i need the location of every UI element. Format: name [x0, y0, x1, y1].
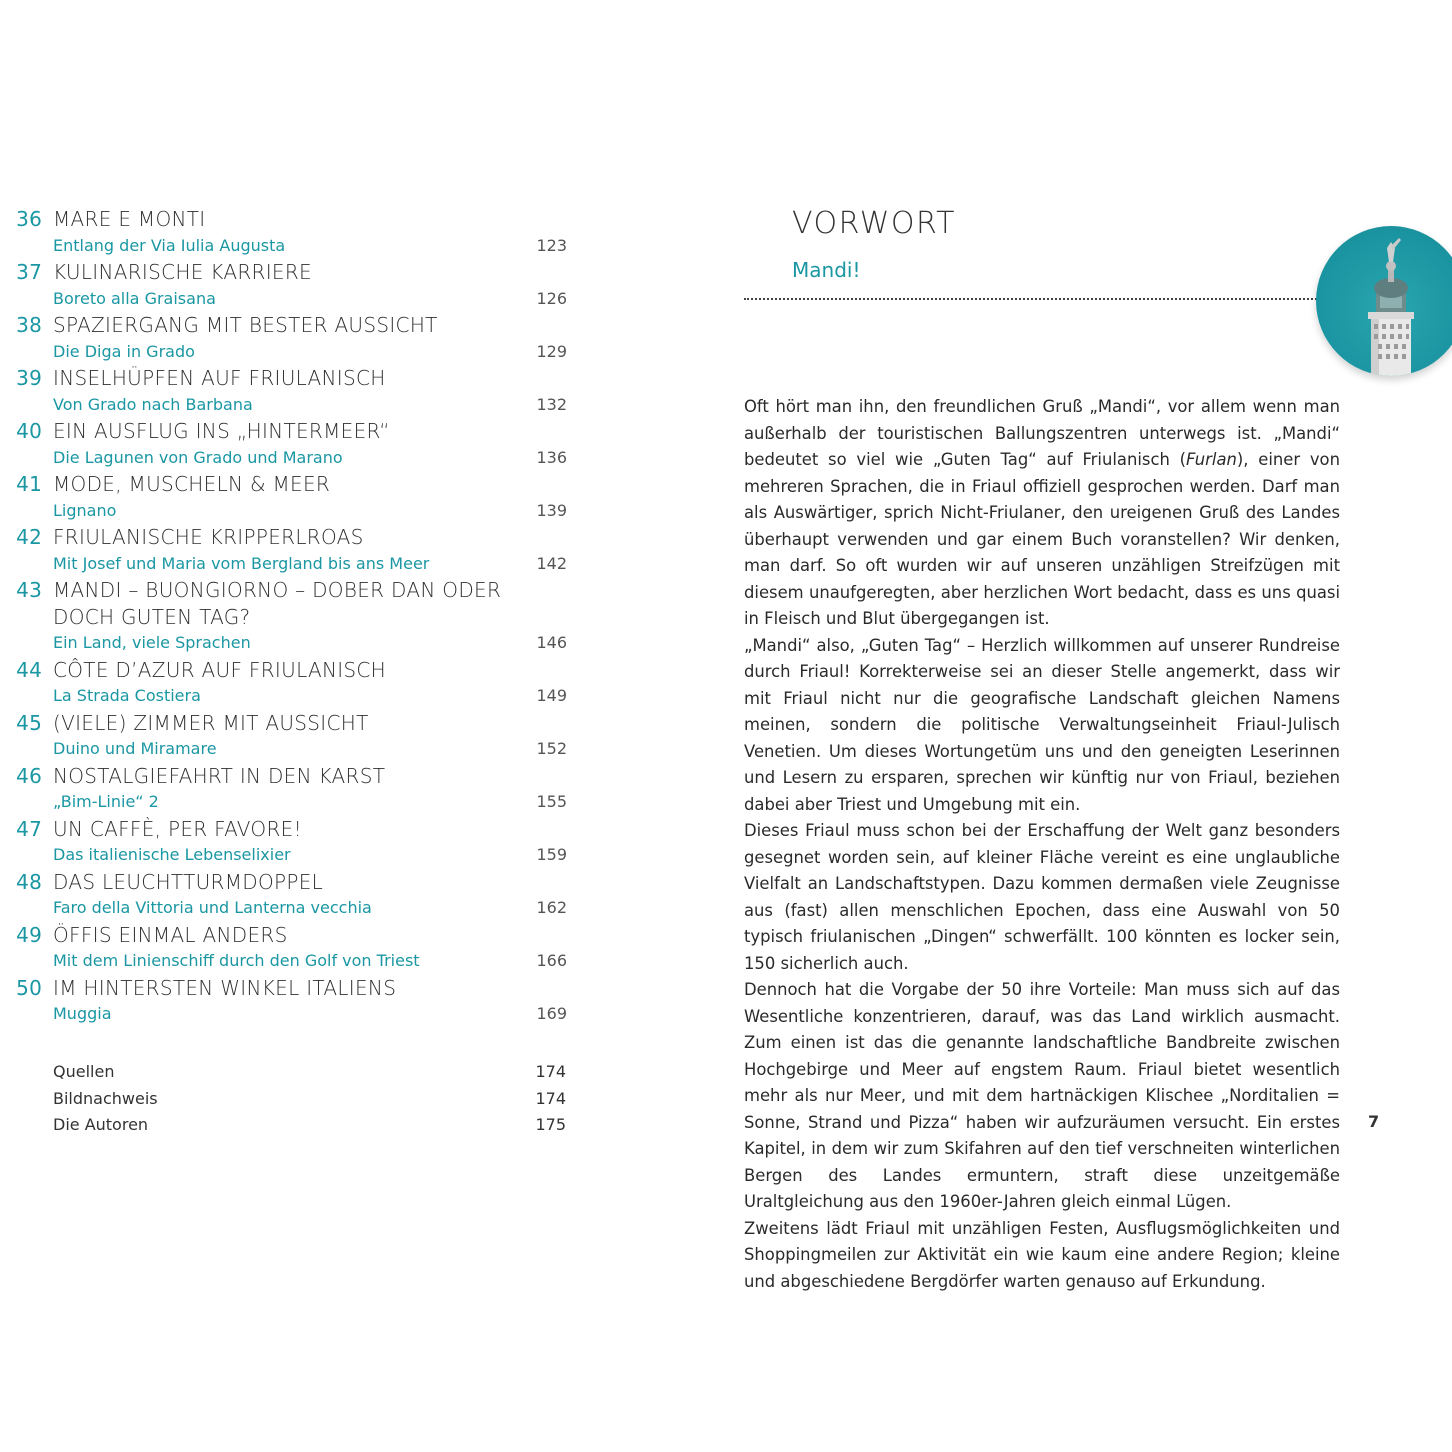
- chapter-heading: [0, 524, 580, 551]
- paragraph-text-cont: ), einer von mehreren Sprachen, die in Friaul offiziell gesprochen werden. Darf man als Auswärtiger, sprich Nicht-Friulaner, den ureigenen Gruß des Landes überhaupt verwenden und gar einem Buch voranstellen? Wir denken, man darf. So oft wurden wir auf unseren unzähligen Streifzügen mit diesem unaufgeregten, aber herzlichen Wort bedacht, dass es uns quasi in Fleisch und Blut übergegangen ist.: [744, 450, 1340, 628]
- chapter-number: 42: [16, 525, 42, 549]
- chapter-subtitle: Die Lagunen von Grado und Marano: [53, 447, 343, 467]
- chapter-title: INSELHÜPFEN AUF FRIULANISCH: [53, 366, 386, 390]
- appendix-item: [53, 1086, 566, 1113]
- toc-entry: [0, 365, 580, 418]
- dotted-divider: [744, 298, 1344, 300]
- chapter-page: 126: [536, 288, 567, 308]
- chapter-heading: [0, 657, 580, 684]
- chapter-page: 152: [536, 739, 567, 758]
- chapter-title: CÔTE D’AZUR AUF FRIULANISCH: [53, 657, 387, 682]
- chapter-heading: [0, 471, 580, 498]
- appendix-label: Quellen: [53, 1062, 115, 1081]
- chapter-subheading: [0, 789, 580, 816]
- chapter-title: IM HINTERSTEN WINKEL ITALIENS: [53, 975, 397, 1000]
- chapter-subheading: [0, 392, 580, 419]
- chapter-page: 155: [536, 792, 567, 811]
- chapter-heading: [0, 312, 580, 339]
- chapter-title: MANDI – BUONGIORNO – DOBER DAN ODER DOCH GUTEN TAG?: [53, 578, 502, 629]
- chapter-number: 36: [16, 207, 42, 231]
- foreword-paragraph: [744, 818, 1340, 977]
- appendix-item: [53, 1059, 566, 1086]
- chapter-subheading: [0, 233, 580, 260]
- chapter-title: KULINARISCHE KARRIERE: [53, 260, 312, 284]
- foreword-paragraph: [744, 394, 1340, 633]
- chapter-title: ÖFFIS EINMAL ANDERS: [53, 922, 288, 947]
- chapter-number: 39: [16, 366, 42, 390]
- toc-entry: [0, 763, 580, 816]
- chapter-number: 40: [16, 419, 42, 443]
- chapter-heading: [0, 869, 580, 896]
- chapter-heading: [0, 975, 580, 1002]
- toc-entry: [0, 577, 580, 657]
- chapter-subtitle: „Bim-Linie“ 2: [53, 792, 159, 811]
- chapter-subheading: [0, 339, 580, 366]
- chapter-title: (VIELE) ZIMMER MIT AUSSICHT: [53, 710, 369, 735]
- chapter-subheading: [0, 498, 580, 525]
- chapter-subtitle: Duino und Miramare: [53, 739, 217, 758]
- chapter-subtitle: Boreto alla Graisana: [53, 288, 216, 308]
- chapter-title: EIN AUSFLUG INS „HINTERMEER“: [53, 419, 390, 443]
- toc-entry: [0, 206, 580, 259]
- chapter-subtitle: Die Diga in Grado: [53, 341, 195, 361]
- paragraph-text: „Mandi“ also, „Guten Tag“ – Herzlich willkommen auf unserer Rundreise durch Friaul! Korrekterweise sei an dieser Stelle angemerkt, dass wir mit Friaul nicht nur die geografische Landschaft gleichen Namens meinen, sondern die politische Verwaltungseinheit Friaul-Julisch Venetien. Um dieses Wortungetüm uns und den geneigten Leserinnen und Lesern zu ersparen, sprechen wir künftig nur von Friaul, beziehen dabei aber Triest und Umgebung mit ein.: [744, 635, 1340, 814]
- toc-entry: [0, 418, 580, 471]
- chapter-heading: [0, 763, 580, 790]
- chapter-subtitle: Von Grado nach Barbana: [53, 394, 253, 414]
- chapter-heading: [0, 418, 580, 445]
- foreword-paragraph: [744, 977, 1340, 1216]
- lighthouse-icon: [1316, 226, 1452, 376]
- chapter-number: 45: [16, 710, 42, 735]
- foreword-text: [744, 394, 1340, 1295]
- toc-entry: [0, 922, 580, 975]
- chapter-subheading: [0, 286, 580, 313]
- chapter-title: FRIULANISCHE KRIPPERLROAS: [53, 525, 364, 549]
- chapter-page: 159: [536, 845, 567, 864]
- chapter-number: 43: [16, 578, 42, 602]
- toc-entry: [0, 816, 580, 869]
- chapter-title: NOSTALGIEFAHRT IN DEN KARST: [53, 763, 386, 788]
- toc-entry: [0, 975, 580, 1028]
- chapter-page: 146: [536, 633, 567, 652]
- toc-entry: [0, 524, 580, 577]
- chapter-subtitle: Mit Josef und Maria vom Bergland bis ans Meer: [53, 553, 430, 573]
- chapter-subtitle: Ein Land, viele Sprachen: [53, 633, 251, 652]
- chapter-page: 169: [536, 1004, 567, 1023]
- chapter-subheading: [0, 948, 580, 975]
- right-page: [726, 0, 1452, 1452]
- toc-entry: [0, 710, 580, 763]
- appendix-page: 175: [535, 1115, 566, 1134]
- appendix-label: Bildnachweis: [53, 1088, 158, 1108]
- toc-entry: [0, 259, 580, 312]
- toc-entry: [0, 657, 580, 710]
- foreword-paragraph: [744, 1216, 1340, 1296]
- appendix-page: 174: [535, 1062, 566, 1081]
- chapter-subheading: [0, 736, 580, 763]
- chapter-title: UN CAFFÈ, PER FAVORE!: [53, 816, 302, 841]
- chapter-subheading: [0, 551, 580, 578]
- chapter-subheading: [0, 842, 580, 869]
- chapter-page: 166: [536, 951, 567, 970]
- chapter-page: 149: [536, 686, 567, 705]
- table-of-contents: [0, 206, 580, 1028]
- toc-entry: [0, 312, 580, 365]
- page-number: 7: [1368, 1112, 1380, 1131]
- foreword-paragraph: [744, 633, 1340, 819]
- paragraph-text: Oft hört man ihn, den freundlichen Gruß „Mandi“, vor allem wenn man außerhalb der touristischen Ballungszentren unterwegs ist. „Mandi“ bedeutet so viel wie „Guten Tag“ auf Friulanisch (: [744, 397, 1340, 469]
- chapter-subheading: [0, 1001, 580, 1028]
- chapter-title: SPAZIERGANG MIT BESTER AUSSICHT: [53, 313, 438, 337]
- appendix-item: [53, 1112, 566, 1139]
- paragraph-emphasis: Furlan: [1186, 450, 1237, 469]
- toc-entry: [0, 471, 580, 524]
- paragraph-text: Dennoch hat die Vorgabe der 50 ihre Vorteile: Man muss sich auf das Wesentliche konzentrieren, darauf, was das Land wirklich ausmacht. Zum einen ist das die genannte landschaftliche Bandbreite zwischen Hochgebirge und Meer auf engstem Raum. Friaul bietet wesentlich mehr als nur Meer, und mit dem hartnäckigen Klischee „Norditalien = Sonne, Strand und Pizza“ haben wir aufzuräumen versucht. Ein erstes Kapitel, in dem wir zum Skifahren auf den tief verschneiten winterlichen Bergen des Landes ermuntern, straft diese unzeitgemäße Uraltgleichung aus den 1960er-Jahren gleich einmal Lügen.: [744, 980, 1340, 1211]
- chapter-subtitle: Mit dem Linienschiff durch den Golf von Triest: [53, 951, 420, 970]
- chapter-heading: [0, 365, 580, 392]
- chapter-subtitle: Das italienische Lebenselixier: [53, 845, 291, 864]
- lighthouse-illustration: [1316, 226, 1452, 376]
- chapter-page: 129: [536, 341, 567, 361]
- chapter-number: 47: [16, 816, 42, 841]
- chapter-number: 41: [16, 472, 42, 496]
- toc-entry: [0, 869, 580, 922]
- chapter-subheading: [0, 683, 580, 710]
- chapter-subtitle: Lignano: [53, 500, 117, 520]
- chapter-page: 139: [536, 500, 567, 520]
- chapter-subtitle: La Strada Costiera: [53, 686, 201, 705]
- chapter-heading: [0, 577, 580, 630]
- chapter-number: 50: [16, 975, 42, 1000]
- paragraph-text: Dieses Friaul muss schon bei der Erschaffung der Welt ganz besonders gesegnet worden sein, auf kleiner Fläche vereint es eine unglaubliche Vielfalt an Landschaftstypen. Dazu kommen dermaßen viele Zeugnisse aus (fast) allen menschlichen Epochen, dass eine Auswahl von 50 typisch friulanischen „Dingen“ schwerfällt. 100 könnten es locker sein, 150 sicherlich auch.: [744, 821, 1340, 973]
- chapter-page: 132: [536, 394, 567, 414]
- chapter-subtitle: Entlang der Via Iulia Augusta: [53, 235, 286, 255]
- chapter-heading: [0, 922, 580, 949]
- chapter-subheading: [0, 445, 580, 472]
- chapter-page: 123: [536, 235, 567, 255]
- chapter-page: 162: [536, 898, 567, 917]
- chapter-number: 49: [16, 922, 42, 947]
- chapter-title: MODE, MUSCHELN & MEER: [53, 472, 331, 496]
- chapter-subheading: [0, 630, 580, 657]
- chapter-heading: [0, 259, 580, 286]
- page-subtitle: Mandi!: [792, 258, 861, 282]
- chapter-page: 142: [536, 553, 567, 573]
- chapter-title: MARE E MONTI: [53, 207, 206, 231]
- chapter-title: DAS LEUCHTTURMDOPPEL: [53, 869, 324, 894]
- chapter-number: 46: [16, 763, 42, 788]
- chapter-page: 136: [536, 447, 567, 467]
- chapter-subtitle: Faro della Vittoria und Lanterna vecchia: [53, 898, 372, 917]
- chapter-number: 44: [16, 657, 42, 682]
- chapter-number: 38: [16, 313, 42, 337]
- chapter-heading: [0, 816, 580, 843]
- page-title: VORWORT: [792, 206, 957, 241]
- chapter-heading: [0, 710, 580, 737]
- chapter-subheading: [0, 895, 580, 922]
- chapter-number: 37: [16, 260, 42, 284]
- appendix-page: 174: [535, 1088, 566, 1108]
- chapter-number: 48: [16, 869, 42, 894]
- paragraph-text: Zweitens lädt Friaul mit unzähligen Festen, Ausflugsmöglichkeiten und Shoppingmeilen zur Aktivität ein wie kaum eine andere Region; kleine und abgeschiedene Bergdörfer warten genauso auf Erkundung.: [744, 1218, 1340, 1291]
- appendix-list: [53, 1059, 566, 1139]
- chapter-heading: [0, 206, 580, 233]
- chapter-subtitle: Muggia: [53, 1004, 112, 1023]
- appendix-label: Die Autoren: [53, 1115, 149, 1134]
